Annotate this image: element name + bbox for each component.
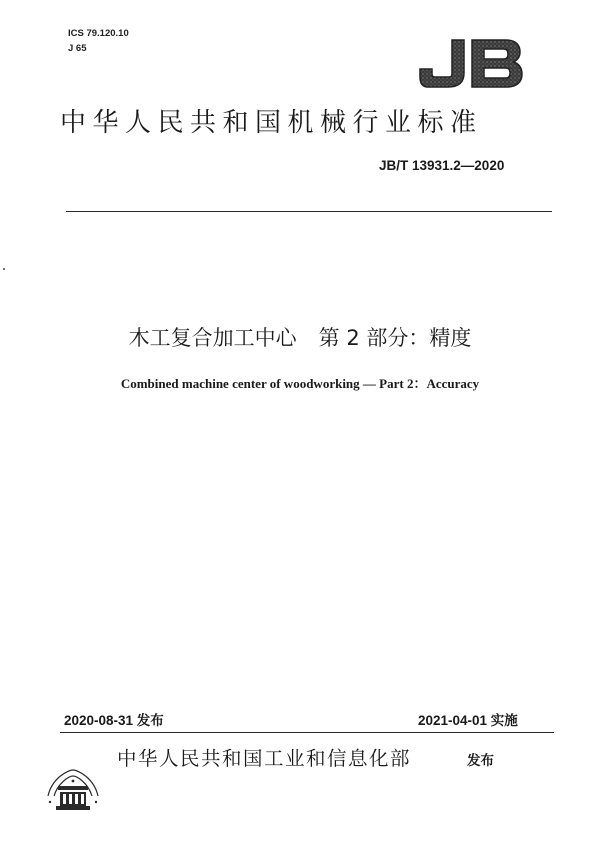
top-divider: [66, 211, 552, 212]
document-title-cn: [0, 324, 600, 352]
document-title-en: Combined machine center of woodworking — Part 2：Accuracy: [120, 376, 480, 391]
title-cn-part: 第 2 部分：精度: [318, 326, 472, 350]
ics-code: ICS 79.120.10: [68, 28, 129, 39]
jb-logo-icon: [418, 37, 524, 89]
title-cn-main: 木工复合加工中心: [128, 326, 297, 350]
publish-label: 发布: [467, 753, 494, 769]
industry-standard-title: 中华人民共和国机械行业标准: [60, 108, 483, 138]
ccs-code: J 65: [68, 43, 87, 54]
scan-speck: [3, 268, 5, 270]
publisher-name: 中华人民共和国工业和信息化部: [117, 747, 412, 770]
standard-number: JB/T 13931.2—2020: [379, 158, 505, 173]
implementation-date: 2021-04-01 实施: [418, 713, 518, 728]
publisher-seal-icon: [42, 766, 104, 814]
bottom-divider: [60, 732, 554, 733]
issue-date: 2020-08-31 发布: [64, 713, 164, 728]
